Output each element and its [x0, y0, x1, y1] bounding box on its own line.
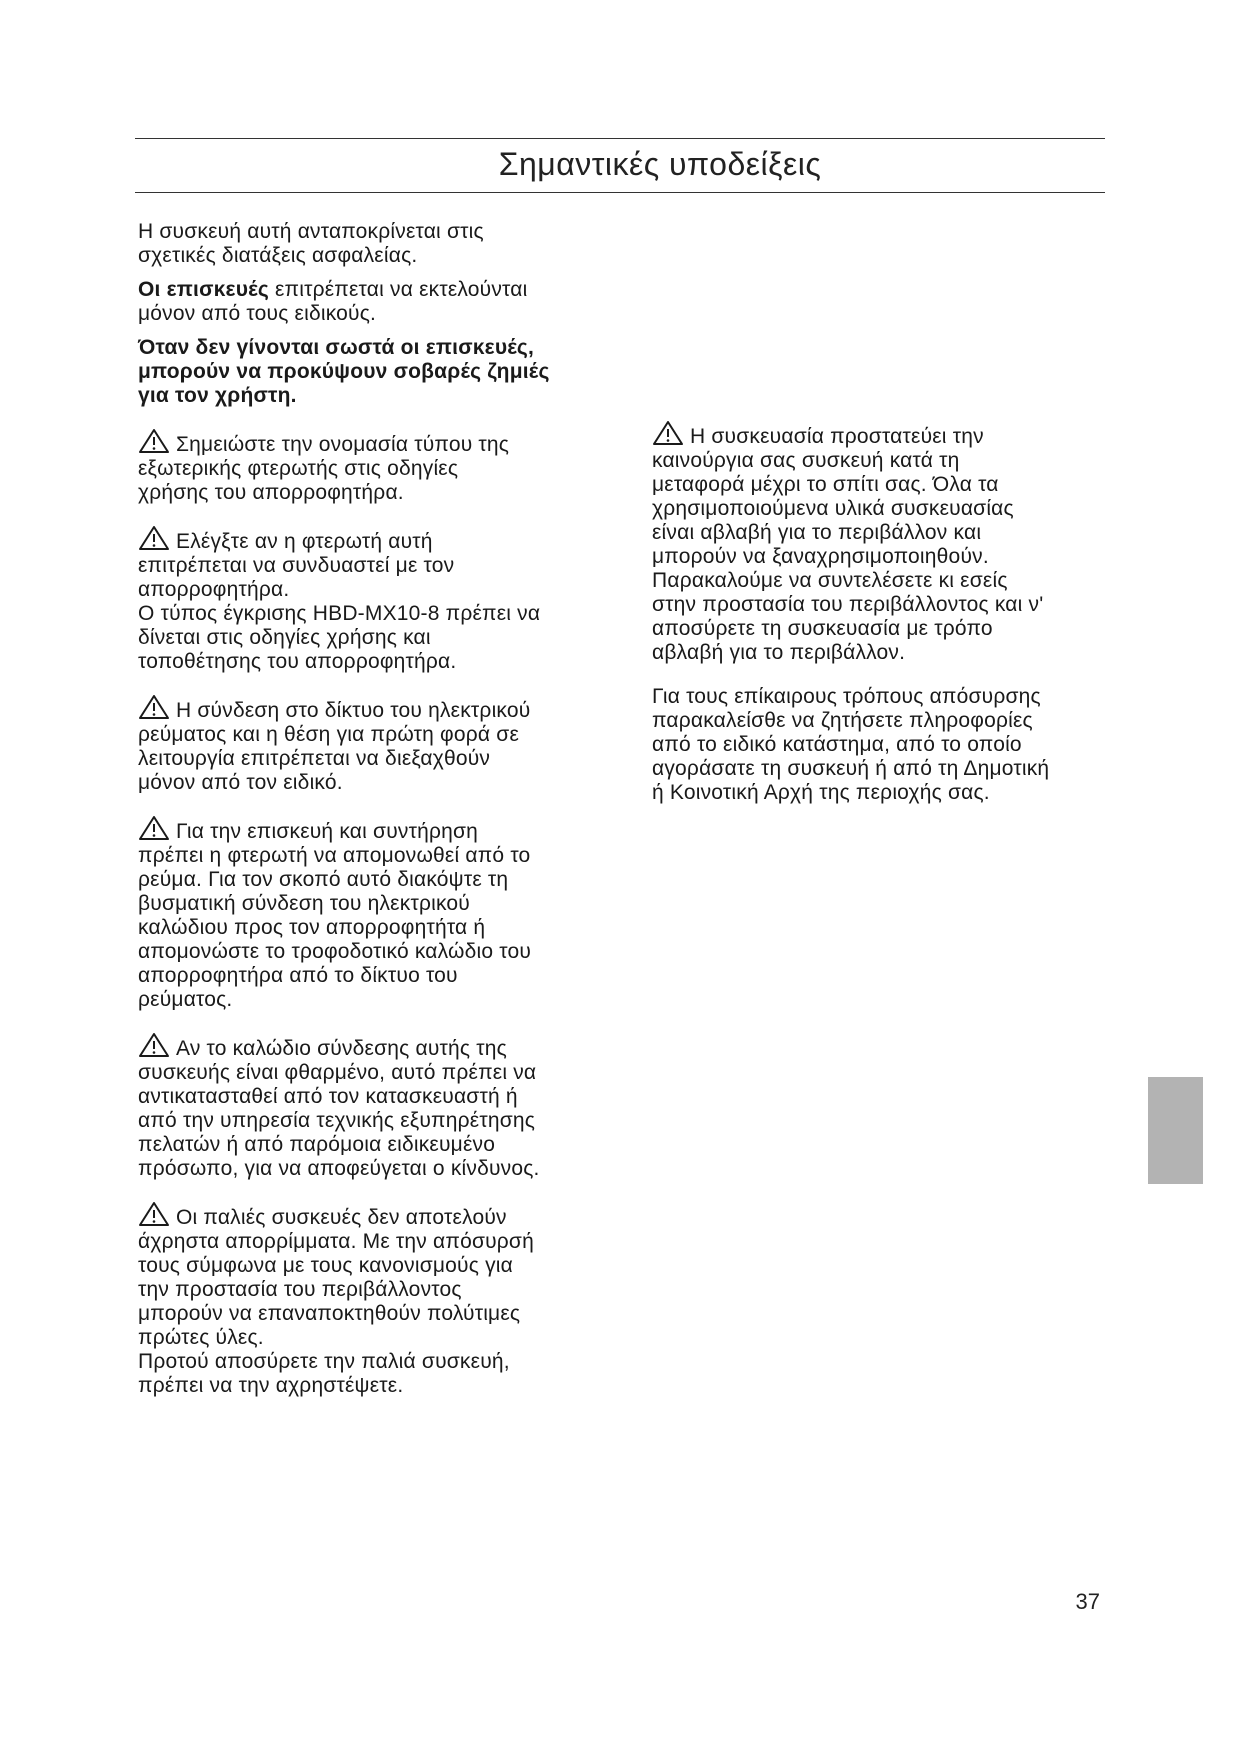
warning-note-1	[138, 428, 608, 505]
page-number: 37	[1075, 1589, 1100, 1614]
intro-paragraph-2-rest: επιτρέπεται να εκτελούνται μόνον από τους ειδικούς.	[138, 278, 528, 325]
disposal-info-paragraph: Για τους επίκαιρους τρόπους απόσυρσης παρακαλείσθε να ζητήσετε πληροφορίες από το ειδικό κατάστημα, από το οποίο αγοράσατε τη συσκευή ή από τη Δημοτική ή Κοινοτική Αρχή της περιοχής σας.	[652, 685, 1050, 804]
header-rule-top	[135, 138, 1105, 139]
warning-note-4	[138, 815, 608, 1012]
section-side-tab	[1148, 1077, 1203, 1184]
warning-note-5-text: Αν το καλώδιο σύνδεσης αυτής της συσκευής είναι φθαρμένο, αυτό πρέπει να αντικατασταθεί από τον κατασκευαστή ή από την υπηρεσία τεχνικής εξυπηρέτησης πελατών ή από παρόμοια ειδικευμένο πρόσωπο, για να αποφεύγεται ο κίνδυνος.	[138, 1037, 540, 1180]
warning-triangle-icon	[138, 428, 170, 454]
right-column	[652, 420, 1122, 815]
warning-note-6-text: Οι παλιές συσκευές δεν αποτελούν άχρηστα απορρίμματα. Με την απόσυρσή τους σύμφωνα με τους κανονισμούς για την προστασία του περιβάλλοντος μπορούν να επαναποκτηθούν πολύτιμες πρώτες ύλες. Προτού αποσύρετε την παλιά συσκευή, πρέπει να την αχρηστέψετε.	[138, 1206, 534, 1397]
warning-note-2	[138, 525, 608, 674]
warning-triangle-icon	[138, 1201, 170, 1227]
packaging-warning	[652, 420, 1122, 665]
intro-paragraph-3: Όταν δεν γίνονται σωστά οι επισκευές, μπορούν να προκύψουν σοβαρές ζημιές για τον χρήστη.	[138, 336, 550, 407]
intro-paragraph-2	[138, 278, 608, 326]
intro-paragraph-1: Η συσκευή αυτή ανταποκρίνεται στις σχετικές διατάξεις ασφαλείας.	[138, 220, 484, 267]
header-rule-bottom	[135, 192, 1105, 193]
warning-note-3	[138, 694, 608, 795]
warning-triangle-icon	[138, 694, 170, 720]
warning-triangle-icon	[652, 420, 684, 446]
warning-triangle-icon	[138, 815, 170, 841]
warning-note-5	[138, 1032, 608, 1181]
warning-note-4-text: Για την επισκευή και συντήρηση πρέπει η φτερωτή να απομονωθεί από το ρεύμα. Για τον σκοπό αυτό διακόψτε τη βυσματική σύνδεση του ηλεκτρικού καλώδιου προς τον απορροφητήτα ή απομονώστε το τροφοδοτικό καλώδιο του απορροφητήρα από το δίκτυο του ρεύματος.	[138, 820, 532, 1011]
warning-note-1-text: Σημειώστε την ονομασία τύπου της εξωτερικής φτερωτής στις οδηγίες χρήσης του απορροφητήρα.	[138, 433, 510, 504]
warning-note-6	[138, 1201, 608, 1398]
warning-triangle-icon	[138, 1032, 170, 1058]
left-column	[138, 220, 608, 1418]
packaging-warning-text: Η συσκευασία προστατεύει την καινούργια σας συσκευή κατά τη μεταφορά μέχρι το σπίτι σας. Όλα τα χρησιμοποιούμενα υλικά συσκευασίας είναι αβλαβή για το περιβάλλον και μπορούν να ξαναχρησιμοποιηθούν. Παρακαλούμε να συντελέσετε κι εσείς στην προστασία του περιβάλλοντος και ν' αποσύρετε τη συσκευασία με τρόπο αβλαβή για το περιβάλλον.	[652, 425, 1044, 664]
warning-note-2-text: Ελέγξτε αν η φτερωτή αυτή επιτρέπεται να συνδυαστεί με τον απορροφητήρα. Ο τύπος έγκρισης HBD-MX10-8 πρέπει να δίνεται στις οδηγίες χρήσης και τοποθέτησης του απορροφητήρα.	[138, 530, 541, 673]
warning-note-3-text: Η σύνδεση στο δίκτυο του ηλεκτρικού ρεύματος και η θέση για πρώτη φορά σε λειτουργία επιτρέπεται να διεξαχθούν μόνον από τον ειδικό.	[138, 699, 531, 794]
warning-triangle-icon	[138, 525, 170, 551]
page-title: Σημαντικές υποδείξεις	[498, 146, 822, 182]
intro-paragraph-2-bold: Οι επισκευές	[138, 278, 269, 301]
